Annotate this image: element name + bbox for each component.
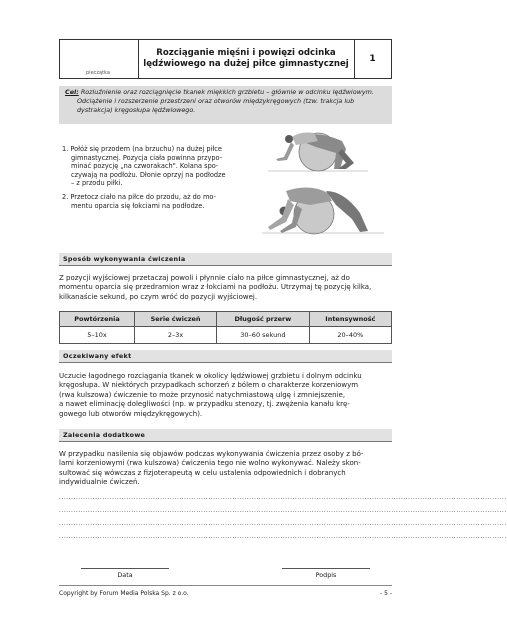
table-row — [60, 327, 392, 344]
step-1-line: czywają na podłożu. Dłonie oprzyj na podłodze — [71, 170, 226, 179]
table-header-cell: Intensywność — [309, 312, 391, 327]
table-cell: 5–10x — [60, 327, 135, 344]
page-number: - 5 - — [380, 590, 392, 597]
footer — [59, 585, 392, 597]
section-header-effect: Oczekiwany efekt — [59, 350, 392, 363]
effect-line: a nawet eliminację dolegliwości (np. w przypadku stenozy, tj. zwężenia kanału krę- — [59, 400, 350, 409]
notes-line: sultować się wówczas z fizjoterapeutą w celu ustalenia odpowiednich i dobranych — [59, 468, 346, 477]
goal-box — [59, 86, 392, 124]
method-line: kilkanaście sekund, po czym wróć do pozycji wyjściowej. — [59, 292, 258, 301]
stamp-cell — [60, 40, 139, 78]
table-header-cell: Powtórzenia — [60, 312, 135, 327]
section-header-notes: Zalecenia dodatkowe — [59, 429, 392, 442]
effect-line: Uczucie łagodnego rozciągania tkanek w okolicy lędźwiowej grzbietu i dolnym odcinku — [59, 372, 362, 380]
date-label: Data — [117, 571, 133, 579]
method-line: momentu oparcia się przedramion wraz z łokciami na podłożu. Utrzymaj tę pozycję kilka, — [59, 283, 372, 292]
table-header-row — [60, 312, 392, 327]
exercise-number: 1 — [369, 54, 376, 64]
goal-label: Cel: — [65, 88, 79, 96]
note-line[interactable]: .......................................................................................................................................................................................... — [59, 507, 507, 514]
goal-line-1: Rozluźnienie oraz rozciągnięcie tkanek miękkich grzbietu – głównie w odcinku lędźwiowym. — [80, 88, 374, 96]
title-line-2: lędźwiowego na dużej piłce gimnastycznej — [143, 59, 349, 69]
effect-line: gowego lub otworów międzykręgowych). — [59, 409, 203, 418]
copyright-text: Copyright by Forum Media Polska Sp. z o.o. — [59, 590, 189, 597]
effect-paragraph — [59, 372, 392, 419]
table-cell: 30–60 sekund — [217, 327, 310, 344]
note-line[interactable]: .......................................................................................................................................................................................... — [59, 533, 507, 540]
signature-label: Podpis — [315, 571, 337, 579]
step-2-line: mentu oparcia się łokciami na podłodze. — [71, 201, 205, 210]
illustration-position-2 — [262, 187, 384, 234]
step-1-line: – z przodu piłki. — [71, 179, 123, 188]
step-1-line: minać pozycję „na czworakach". Kolana spo- — [71, 162, 219, 171]
notes-line: indywidualnie ćwiczeń. — [59, 478, 140, 487]
step-1 — [62, 145, 232, 188]
table-header-cell: Długość przerw — [217, 312, 310, 327]
goal-line-2: Odciążenie i rozszerzenie przestrzeni oraz otworów międzykręgowych (tzw. trakcja lub — [77, 97, 355, 105]
method-paragraph — [59, 274, 392, 302]
step-1-line: gimnastycznej. Pozycja ciała powinna przypo- — [71, 153, 223, 162]
method-line: Z pozycji wyjściowej przetaczaj powoli i płynnie ciało na piłce gimnastycznej, aż do — [59, 274, 350, 282]
notes-line: lami korzeniowymi (rwa kulszowa) ćwiczenia tego nie wolno wykonywać. Należy skon- — [59, 459, 361, 468]
step-2-line: 2. Przetocz ciało na piłce do przodu, aż do mo- — [62, 193, 216, 201]
table-header-cell: Serie ćwiczeń — [135, 312, 217, 327]
goal-line-3: dystrakcja) kręgosłupa lędźwiowego. — [77, 106, 196, 114]
section-header-method: Sposób wykonywania ćwiczenia — [59, 253, 392, 266]
table-cell: 2–3x — [135, 327, 217, 344]
parameters-table — [59, 311, 392, 344]
effect-line: kręgosłupa. W niektórych przypadkach schorzeń z bólem o charakterze korzeniowym — [59, 381, 359, 390]
step-1-line: 1. Połóż się przodem (na brzuchu) na dużej piłce — [62, 145, 222, 153]
signature-line — [282, 568, 370, 569]
table-cell: 20–40% — [309, 327, 391, 344]
effect-line: (rwa kulszowa) ćwiczenie to może przynosić natychmiastową ulgę i zmniejszenie, — [59, 390, 346, 399]
step-2 — [62, 193, 232, 210]
note-line[interactable]: .......................................................................................................................................................................................... — [59, 520, 507, 527]
title-cell — [138, 40, 355, 78]
note-line[interactable]: .......................................................................................................................................................................................... — [59, 494, 507, 501]
notes-line: W przypadku nasilenia się objawów podczas wykonywania ćwiczenia przez osoby z bó- — [59, 450, 364, 458]
date-line — [81, 568, 169, 569]
illustration-position-1 — [268, 133, 368, 172]
header-box — [59, 39, 392, 79]
exercise-illustration — [256, 127, 396, 239]
notes-paragraph — [59, 450, 392, 488]
stamp-label: pieczątka — [86, 70, 110, 76]
title-line-1: Rozciąganie mięśni i powięzi odcinka — [156, 48, 336, 58]
